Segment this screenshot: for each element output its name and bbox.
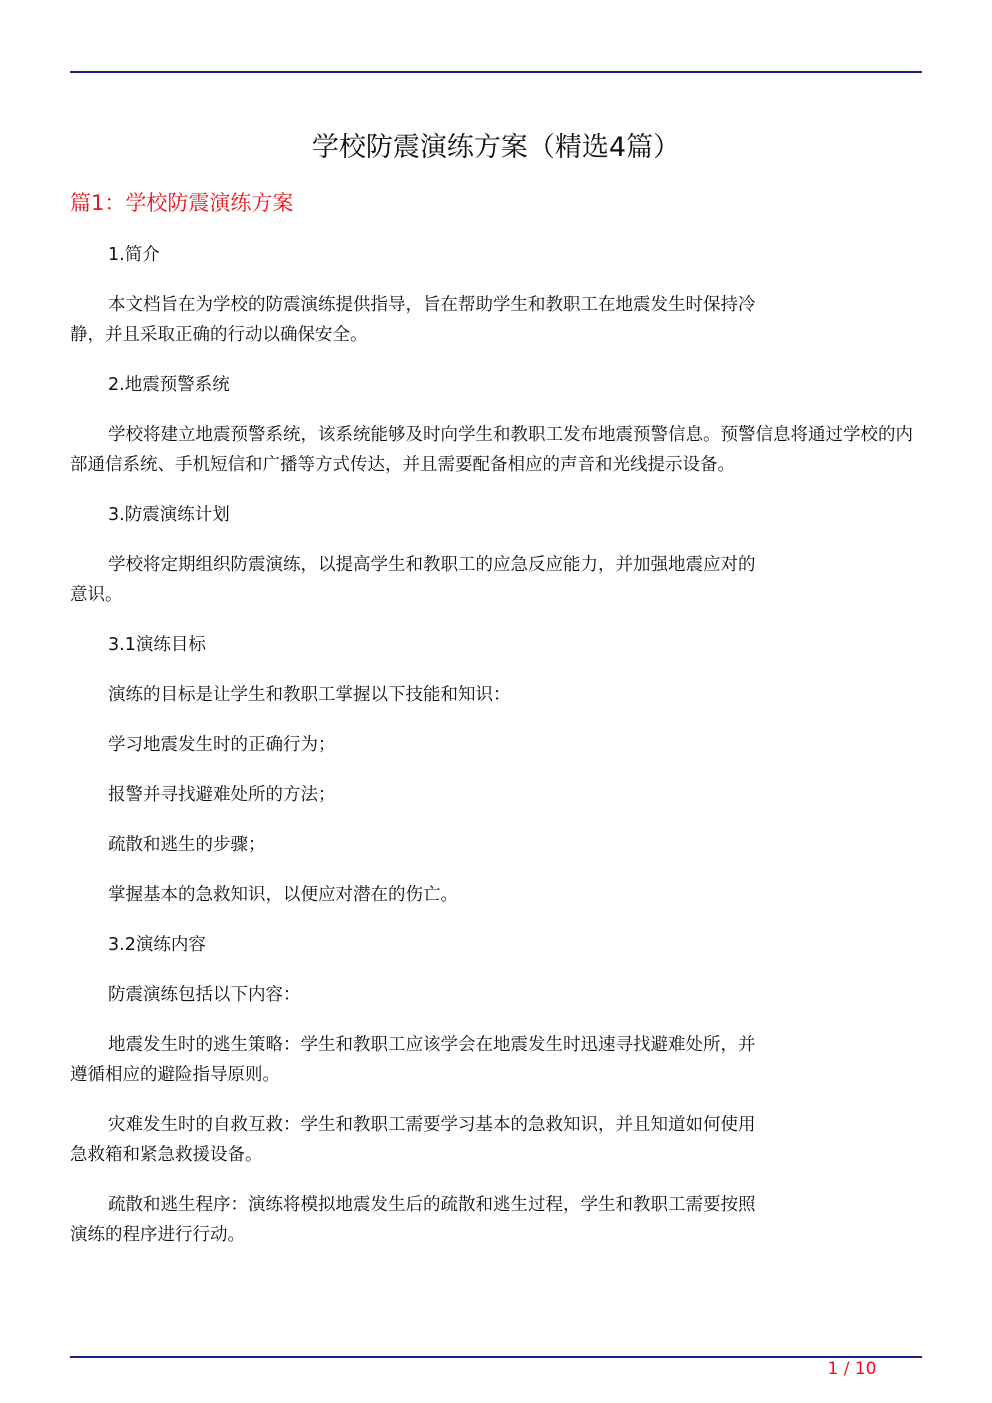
paragraph: 学校将定期组织防震演练，以提高学生和教职工的应急反应能力，并加强地震应对的意识。 (70, 555, 756, 605)
paragraph: 1.简介 (108, 245, 160, 265)
document-body (70, 240, 922, 1270)
paragraph: 疏散和逃生程序：演练将模拟地震发生后的疏散和逃生过程，学生和教职工需要按照演练的程序进行行动。 (70, 1195, 756, 1245)
section-heading: 篇1：学校防震演练方案 (70, 191, 294, 215)
paragraph: 学习地震发生时的正确行为； (108, 735, 336, 755)
paragraph: 报警并寻找避难处所的方法； (108, 785, 336, 805)
page-indicator: 1 / 10 (827, 1359, 877, 1379)
footer-rule (70, 1356, 922, 1358)
paragraph: 演练的目标是让学生和教职工掌握以下技能和知识： (108, 685, 511, 705)
paragraph: 3.防震演练计划 (108, 505, 230, 525)
document-title: 学校防震演练方案（精选4篇） (311, 132, 681, 163)
paragraph: 地震发生时的逃生策略：学生和教职工应该学会在地震发生时迅速寻找避难处所，并遵循相应的避险指导原则。 (70, 1035, 756, 1085)
paragraph: 掌握基本的急救知识，以便应对潜在的伤亡。 (108, 885, 458, 905)
paragraph: 疏散和逃生的步骤； (108, 835, 266, 855)
header-rule (70, 71, 922, 73)
paragraph: 本文档旨在为学校的防震演练提供指导，旨在帮助学生和教职工在地震发生时保持冷静，并且采取正确的行动以确保安全。 (70, 295, 756, 345)
paragraph: 2.地震预警系统 (108, 375, 230, 395)
paragraph: 灾难发生时的自救互救：学生和教职工需要学习基本的急救知识，并且知道如何使用急救箱和紧急救援设备。 (70, 1115, 756, 1165)
paragraph: 3.1演练目标 (108, 635, 206, 655)
paragraph: 防震演练包括以下内容： (108, 985, 301, 1005)
paragraph: 3.2演练内容 (108, 935, 206, 955)
paragraph: 学校将建立地震预警系统，该系统能够及时向学生和教职工发布地震预警信息。预警信息将通过学校的内部通信系统、手机短信和广播等方式传达，并且需要配备相应的声音和光线提示设备。 (70, 425, 913, 475)
